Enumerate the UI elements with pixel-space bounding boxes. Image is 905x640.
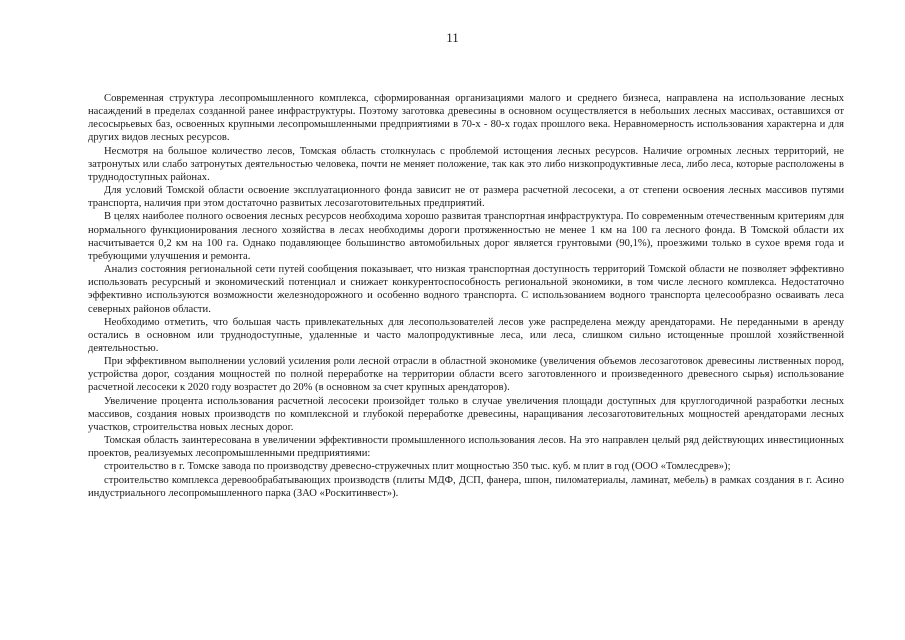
paragraph: В целях наиболее полного освоения лесных ресурсов необходима хорошо развитая транспортная инфраструктура. По современным отечественным критериям для нормального функционирования лесного хозяйства в лесах необходимы дороги протяженностью не менее 1 км на 100 га лесного фонда. В Томской области их насчитывается 0,2 км на 100 га. Однако подавляющее большинство автомобильных дорог является грунтовыми (90,1%), проезжими только в сухое время года и требующими улучшения и ремонта. <box>88 211 844 262</box>
paragraph: Несмотря на большое количество лесов, Томская область столкнулась с проблемой истощения лесных ресурсов. Наличие огромных лесных территорий, не затронутых или слабо затронутых деятельностью человека, почти не меняет положение, так как это либо низкопродуктивные леса, либо леса, которые расположены в труднодоступных районах. <box>88 145 844 183</box>
paragraph: Необходимо отметить, что большая часть привлекательных для лесопользователей лесов уже распределена между арендаторами. Не переданными в аренду остались в основном или труднодоступные, удаленные и часто малопродуктивные леса, или леса, слишком сильно истощенные прошлой хозяйственной деятельностью. <box>88 316 844 354</box>
list-item: строительство в г. Томске завода по производству древесно-стружечных плит мощностью 350 тыс. куб. м плит в год (ООО «Томлесдрев»); <box>104 461 731 473</box>
paragraph: Увеличение процента использования расчетной лесосеки произойдет только в случае увеличения площади доступных для круглогодичной разработки лесных массивов, создания новых производств по комплексной и глубокой переработке древесины, наращивания лесозаготовительных мощностей арендаторами лесных участков, строительства новых лесных дорог. <box>88 395 844 433</box>
paragraph: Анализ состояния региональной сети путей сообщения показывает, что низкая транспортная доступность территорий Томской области не позволяет эффективно использовать ресурсный и экономический потенциал и снижает конкурентоспособность региональной экономики, в том числе лесного комплекса. Недостаточно эффективно используются возможности железнодорожного и особенно водного транспорта. С использованием водного транспорта целесообразно осваивать леса северных районов области. <box>88 264 844 315</box>
paragraph: При эффективном выполнении условий усиления роли лесной отрасли в областной экономике (увеличения объемов лесозаготовок древесины лиственных пород, устройства дорог, создания мощностей по полной переработке на территории области всего заготовленного и произведенного древесного сырья) использование расчетной лесосеки к 2020 году возрастет до 20% (в основном за счет крупных арендаторов). <box>88 356 844 394</box>
body-text <box>88 92 844 500</box>
paragraph: Для условий Томской области освоение эксплуатационного фонда зависит не от размера расчетной лесосеки, а от степени освоения лесных массивов путями транспорта, наличия при этом достаточно развитых лесозаготовительных предприятий. <box>88 185 844 210</box>
page-number: 11 <box>446 30 459 45</box>
list-item: строительство комплекса деревообрабатывающих производств (плиты МДФ, ДСП, фанера, шпон, пиломатериалы, ламинат, мебель) в рамках создания в г. Асино индустриального лесопромышленного парка (ЗАО «Роскитинвест»). <box>88 474 844 499</box>
paragraph: Томская область заинтересована в увеличении эффективности промышленного использования лесов. На это направлен целый ряд действующих инвестиционных проектов, реализуемых лесопромышленными предприятиями: <box>88 435 844 460</box>
paragraph: Современная структура лесопромышленного комплекса, сформированная организациями малого и среднего бизнеса, направлена на использование лесных насаждений в пределах созданной ранее инфраструктуры. Поэтому заготовка древесины в основном осуществляется в небольших лесных массивах, оставшихся от лесосырьевых баз, освоенных крупными лесопромышленными предприятиями в 70-х - 80-х годах прошлого века. Неравномерность использования характерна и для других видов лесных ресурсов. <box>88 93 844 144</box>
